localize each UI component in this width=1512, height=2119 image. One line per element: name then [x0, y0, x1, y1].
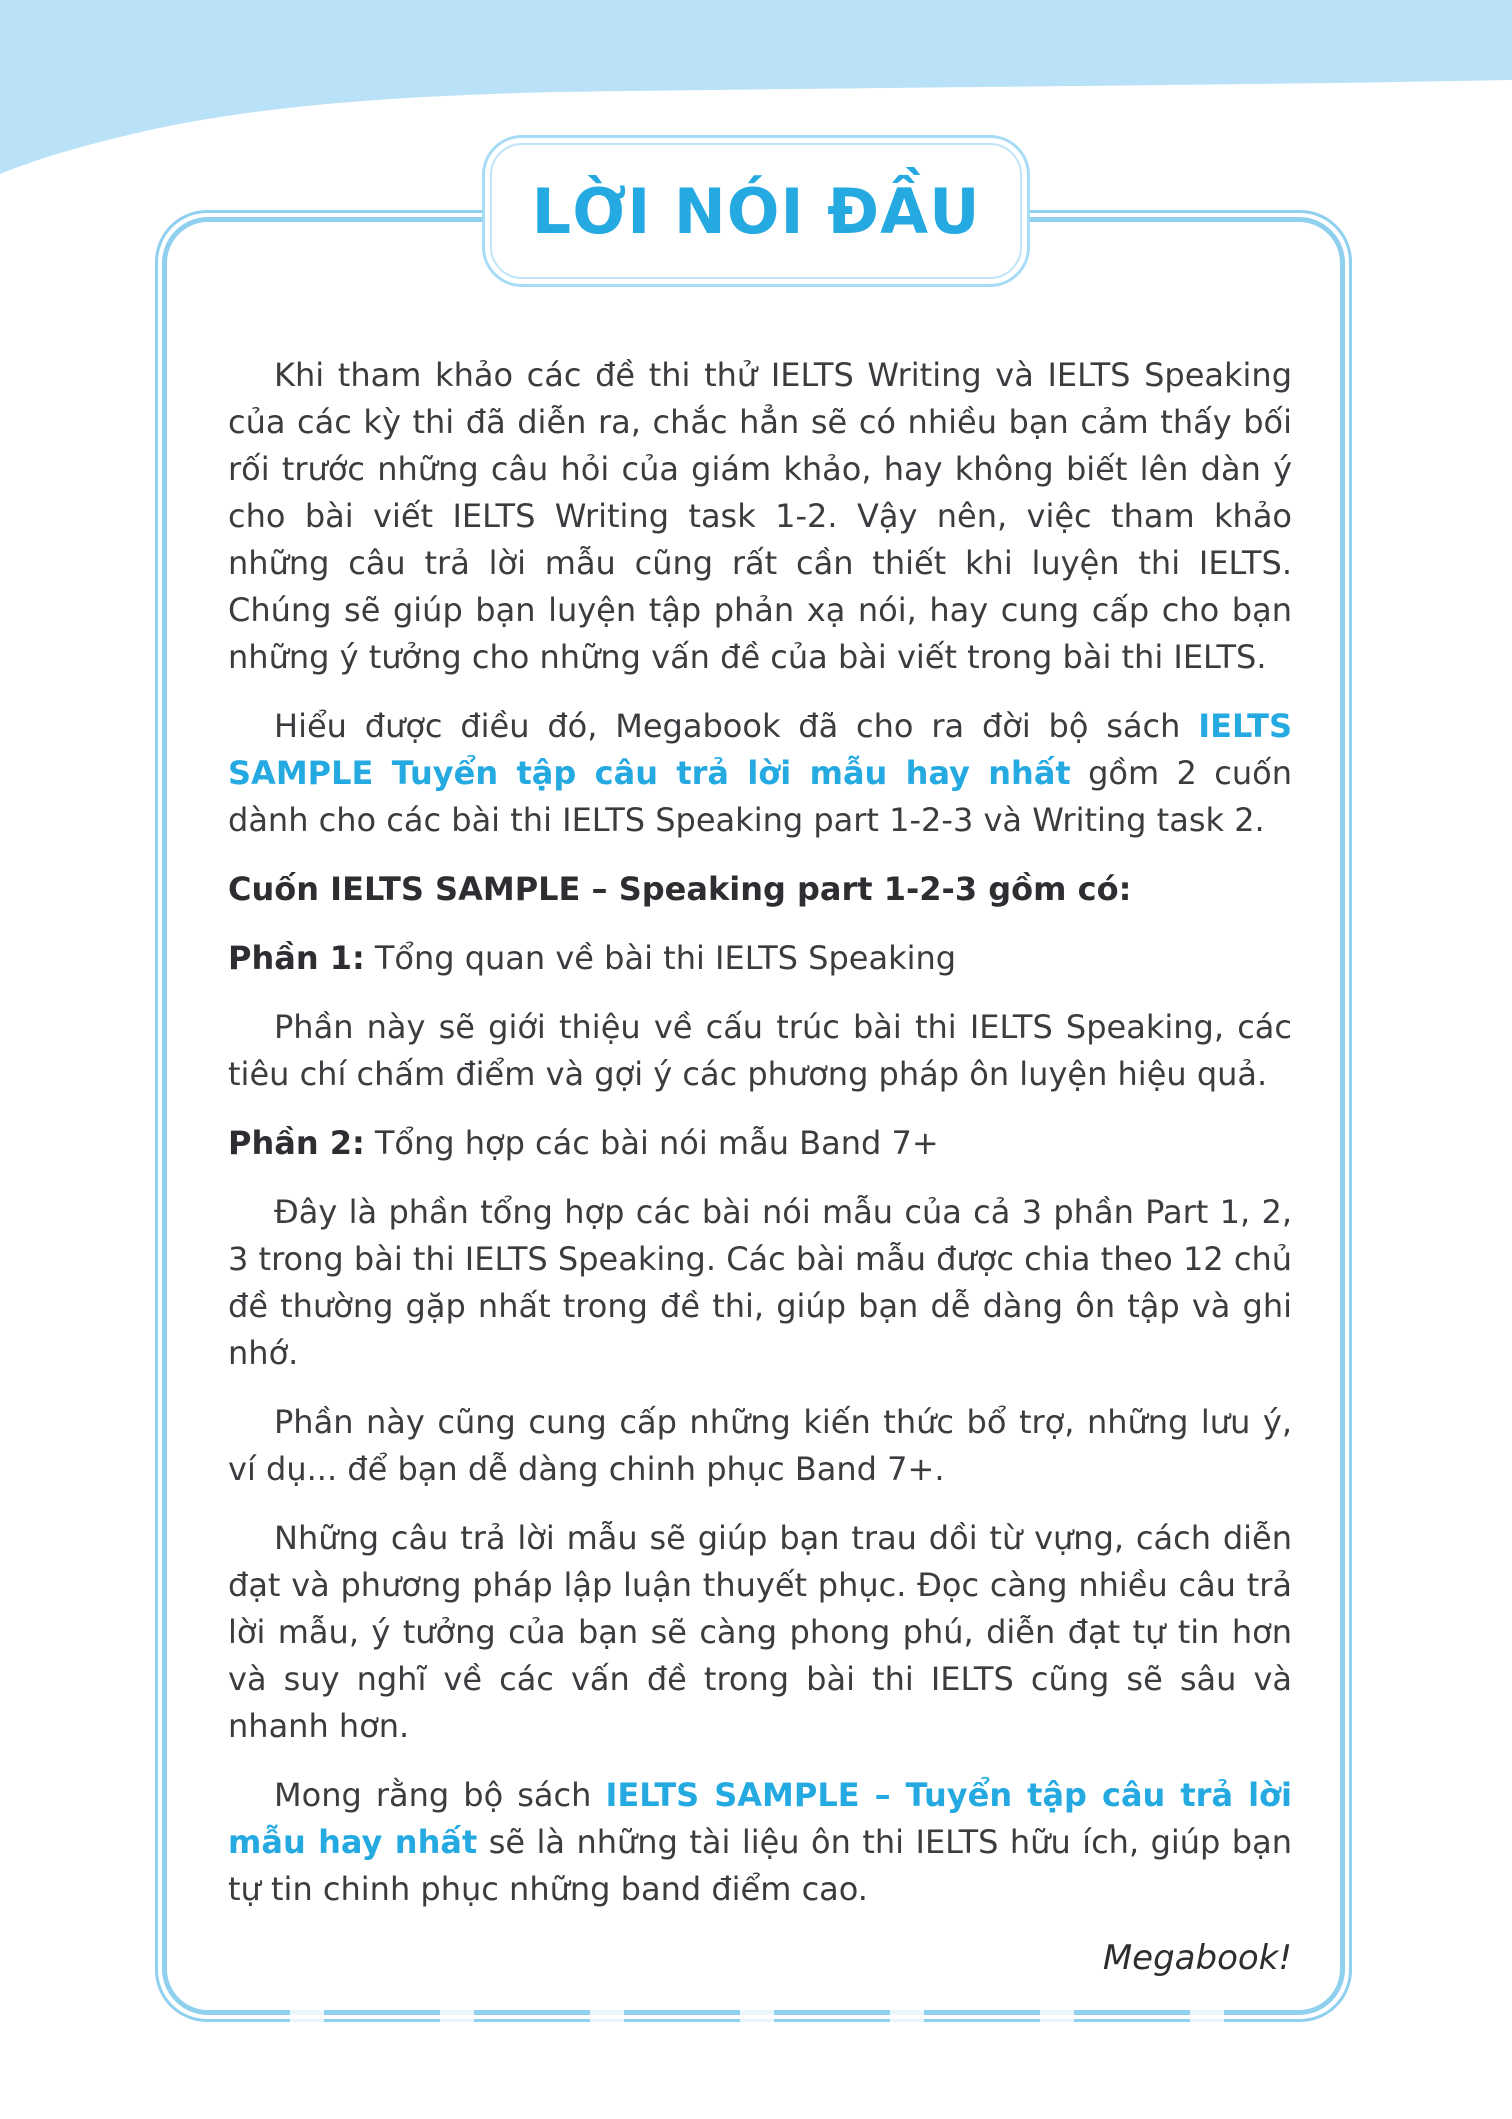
preface-content [228, 352, 1292, 2004]
part-2-description [228, 1189, 1292, 1377]
section-heading: Cuốn IELTS SAMPLE – Speaking part 1-2-3 gồm có: [228, 870, 1132, 908]
page-title: LỜI NÓI ĐẦU [531, 174, 981, 248]
benefits-paragraph [228, 1515, 1292, 1750]
part-2-label: Phần 2: [228, 1124, 365, 1162]
part-2-title: Tổng hợp các bài nói mẫu Band 7+ [374, 1124, 939, 1162]
part-1-line [228, 935, 1292, 982]
title-box [482, 135, 1030, 287]
intro-paragraph [228, 352, 1292, 681]
series-paragraph-pre: Hiểu được điều đó, Megabook đã cho ra đời bộ sách [274, 707, 1199, 745]
benefits-paragraph-text: Những câu trả lời mẫu sẽ giúp bạn trau dồi từ vựng, cách diễn đạt và phương pháp lập luận thuyết phục. Đọc càng nhiều câu trả lời mẫu, ý tưởng của bạn sẽ càng phong phú, diễn đạt tự tin hơn và suy nghĩ về các vấn đề trong bài thi IELTS cũng sẽ sâu và nhanh hơn. [228, 1519, 1292, 1745]
part-1-description-text: Phần này sẽ giới thiệu về cấu trúc bài thi IELTS Speaking, các tiêu chí chấm điểm và gợi ý các phương pháp ôn luyện hiệu quả. [228, 1008, 1292, 1093]
closing-paragraph [228, 1772, 1292, 1913]
part-1-title: Tổng quan về bài thi IELTS Speaking [374, 939, 957, 977]
part-2-description-text: Đây là phần tổng hợp các bài nói mẫu của cả 3 phần Part 1, 2, 3 trong bài thi IELTS Speaking. Các bài mẫu được chia theo 12 chủ đề thường gặp nhất trong đề thi, giúp bạn dễ dàng ôn tập và ghi nhớ. [228, 1193, 1292, 1372]
intro-paragraph-text: Khi tham khảo các đề thi thử IELTS Writing và IELTS Speaking của các kỳ thi đã diễn ra, chắc hẳn sẽ có nhiều bạn cảm thấy bối rối trước những câu hỏi của giám khảo, hay không biết lên dàn ý cho bài viết IELTS Writing task 1-2. Vậy nên, việc tham khảo những câu trả lời mẫu cũng rất cần thiết khi luyện thi IELTS. Chúng sẽ giúp bạn luyện tập phản xạ nói, hay cung cấp cho bạn những ý tưởng cho những vấn đề của bài viết trong bài thi IELTS. [228, 356, 1292, 676]
part-2-line [228, 1120, 1292, 1167]
series-paragraph [228, 703, 1292, 844]
signature: Megabook! [1102, 1938, 1292, 1978]
closing-paragraph-post: sẽ là những tài liệu ôn thi IELTS hữu ích, giúp bạn tự tin chinh phục những band điểm cao. [228, 1823, 1293, 1908]
series-paragraph-post: gồm 2 cuốn dành cho các bài thi IELTS Speaking part 1-2-3 và Writing task 2. [228, 754, 1293, 839]
series-title-highlight: IELTS SAMPLE Tuyển tập câu trả lời mẫu hay nhất [228, 707, 1292, 792]
part-2-extra-text: Phần này cũng cung cấp những kiến thức bổ trợ, những lưu ý, ví dụ... để bạn dễ dàng chinh phục Band 7+. [228, 1403, 1292, 1488]
part-1-label: Phần 1: [228, 939, 365, 977]
closing-paragraph-pre: Mong rằng bộ sách [274, 1776, 606, 1814]
part-2-extra-paragraph [228, 1399, 1292, 1493]
part-1-description [228, 1004, 1292, 1098]
closing-title-highlight: IELTS SAMPLE – Tuyển tập câu trả lời mẫu hay nhất [228, 1776, 1293, 1861]
